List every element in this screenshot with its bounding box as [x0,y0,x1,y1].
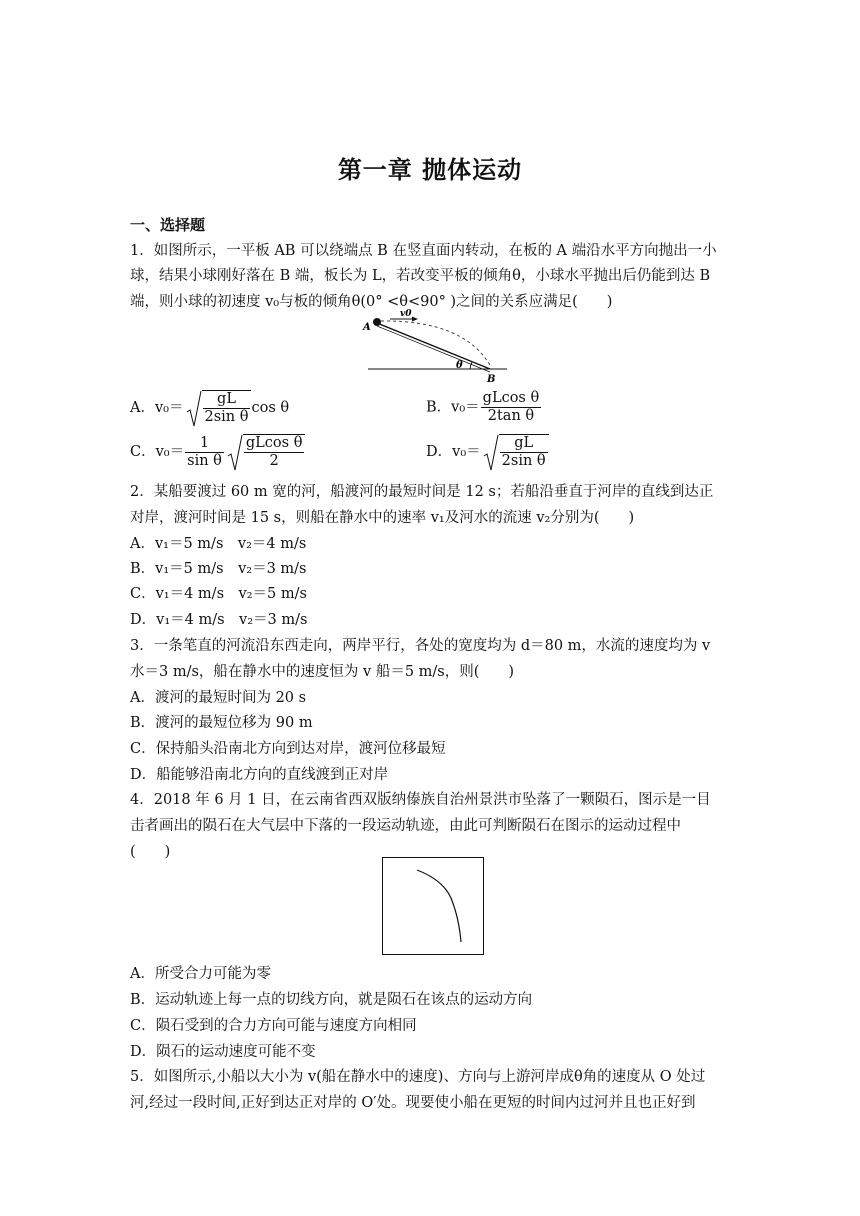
opt-b-denominator: 2tan θ [487,408,535,424]
meteorite-trajectory-figure [382,857,484,955]
q1-option-d[interactable]: D．v₀＝ $\frac{gL}{\text{2sin θ}}$ [426,434,549,470]
q3-option-b[interactable]: B．渡河的最短位移为 90 m [130,715,313,731]
q2-option-c[interactable]: C．v₁＝4 m/s v₂＝5 m/s [130,586,307,602]
q1-text-line-3: 端，则小球的初速度 v₀与板的倾角θ(0° <θ<90° )之间的关系应满足( ) [130,294,613,310]
fig-label-theta: θ [456,360,463,371]
q2-option-d[interactable]: D．v₁＝4 m/s v₂＝3 m/s [130,612,308,628]
q3-option-c[interactable]: C．保持船头沿南北方向到达对岸，渡河位移最短 [130,741,446,757]
fig-label-b: B [487,374,496,384]
q3-option-d[interactable]: D．船能够沿南北方向的直线渡到正对岸 [130,767,389,783]
q5-text-line-1: 5．如图所示,小船以大小为 v(船在静水中的速度)、方向与上游河岸成θ角的速度从 O 处过 [130,1069,706,1085]
chapter-title: 第一章 抛体运动 [337,156,523,184]
fig-label-a: A [363,322,371,333]
q2-option-a[interactable]: A．v₁＝5 m/s v₂＝4 m/s [130,536,307,552]
q4-option-a[interactable]: A．所受合力可能为零 [130,966,271,982]
fig-label-v0: v0 [400,309,412,319]
opt-b-numerator: gLcos θ [482,390,540,406]
q1-option-a[interactable]: A．v₀＝ $\frac{gL}{\text{2sin θ}}$ cos θ [130,391,290,425]
q3-text-line-2: 水＝3 m/s，船在静水中的速度恒为 v 船＝5 m/s，则( ) [130,664,515,680]
q2-text-line-1: 2．某船要渡过 60 m 宽的河，船渡河的最短时间是 12 s；若船沿垂直于河岸的直线到达正 [130,484,714,500]
opt-a-numerator: gL [203,391,251,409]
q4-text-line-3: ( ) [130,844,171,860]
opt-a-denominator: 2sin θ [204,409,249,425]
q4-option-c[interactable]: C．陨石受到的合力方向可能与速度方向相同 [130,1018,417,1034]
q2-option-b[interactable]: B．v₁＝5 m/s v₂＝3 m/s [130,561,307,577]
q1-incline-diagram [360,308,510,384]
q5-text-line-2: 河,经过一段时间,正好到达正对岸的 O′处。现要使小船在更短的时间内过河并且也正好到 [130,1095,696,1111]
q3-option-a[interactable]: A．渡河的最短时间为 20 s [130,690,307,706]
q3-text-line-1: 3．一条笔直的河流沿东西走向，两岸平行，各处的宽度均为 d＝80 m，水流的速度均为 v [130,638,711,654]
q4-text-line-1: 4．2018 年 6 月 1 日，在云南省西双版纳傣族自治州景洪市坠落了一颗陨石，图示是一目 [130,792,711,808]
q4-option-b[interactable]: B．运动轨迹上每一点的切线方向，就是陨石在该点的运动方向 [130,992,533,1008]
q1-option-c[interactable]: C．v₀＝ $\frac{1}{\text{sin θ}}$ $\frac{\text{gLcos θ}}{2}$ [130,434,305,470]
q1-text-line-1: 1．如图所示，一平板 AB 可以绕端点 B 在竖直面内转动，在板的 A 端沿水平方向抛出一小 [130,243,717,259]
q2-text-line-2: 对岸，渡河时间是 15 s，则船在静水中的速率 v₁及河水的流速 v₂分别为( ) [130,510,635,526]
trajectory-curve [383,858,483,954]
q1-text-line-2: 球，结果小球刚好落在 B 端，板长为 L，若改变平板的倾角θ，小球水平抛出后仍能到达 B [130,268,711,284]
q1-option-b[interactable]: B．v₀＝ $\frac{\text{gLcos θ}}{\text{2tan θ}}$ [426,390,540,424]
q4-option-d[interactable]: D．陨石的运动速度可能不变 [130,1044,316,1060]
section-heading: 一、选择题 [130,216,206,234]
q4-text-line-2: 击者画出的陨石在大气层中下落的一段运动轨迹，由此可判断陨石在图示的运动过程中 [130,818,681,834]
